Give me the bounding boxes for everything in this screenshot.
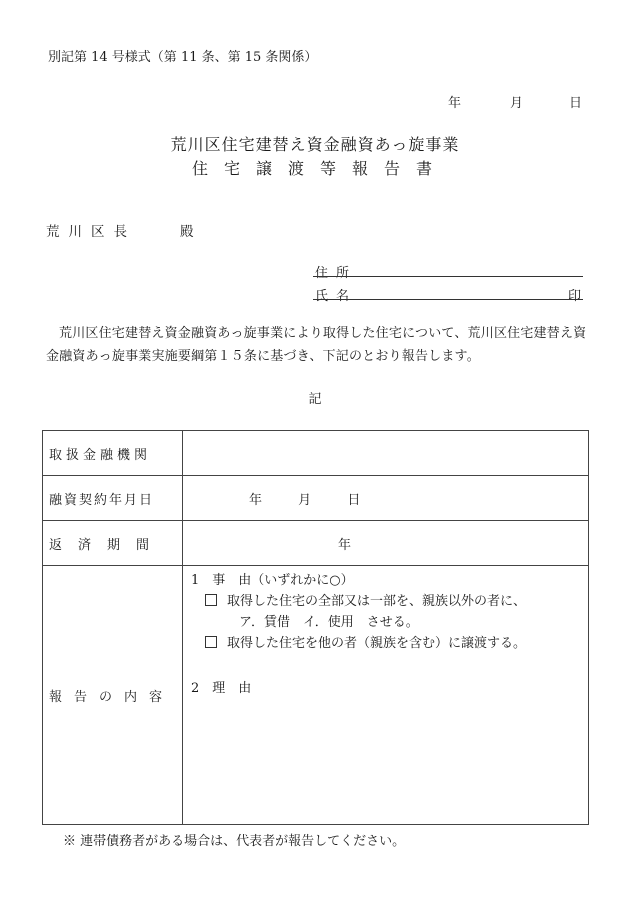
table-row	[43, 566, 589, 825]
name-label: 氏名	[315, 289, 358, 304]
document-title: 荒川区住宅建替え資金融資あっ旋事業	[170, 135, 460, 154]
report-content-label: 報告の内容	[43, 566, 183, 825]
address-field[interactable]	[313, 276, 583, 277]
table-row	[43, 431, 589, 476]
seal-mark: 印	[568, 289, 582, 304]
reason-2-heading: 2 理 由	[191, 681, 252, 696]
option-1-sub: ア．賃借 イ．使用 させる。	[239, 615, 419, 630]
form-number: 別記第 14 号様式（第 11 条、第 15 条関係）	[48, 50, 318, 65]
table-row	[43, 521, 589, 566]
report-content-field[interactable]	[183, 566, 589, 825]
date-year-label: 年	[448, 96, 462, 111]
body-paragraph: 荒川区住宅建替え資金融資あっ旋事業により取得した住宅について、荒川区住宅建替え資金融資あっ旋事業実施要綱第１５条に基づき、下記のとおり報告します。	[46, 326, 587, 364]
checkbox-icon[interactable]	[205, 636, 217, 648]
name-field[interactable]	[313, 299, 583, 300]
repayment-period-field[interactable]	[183, 521, 589, 566]
financial-institution-label: 取扱金融機関	[43, 431, 183, 476]
contract-month-label: 月	[298, 492, 312, 508]
table-row	[43, 476, 589, 521]
addressee: 荒川区長	[46, 224, 136, 240]
address-label: 住所	[315, 266, 358, 281]
date-day-label: 日	[569, 96, 583, 111]
repayment-period-label: 返済期間	[43, 521, 183, 566]
addressee-honorific: 殿	[180, 224, 194, 240]
loan-contract-date-field[interactable]	[183, 476, 589, 521]
checkbox-icon[interactable]	[205, 594, 217, 606]
document-subtitle: 住宅譲渡等報告書	[191, 159, 448, 178]
repayment-year-label: 年	[338, 537, 352, 553]
option-1-text: 取得した住宅の全部又は一部を、親族以外の者に、	[227, 594, 527, 609]
financial-institution-field[interactable]	[183, 431, 589, 476]
loan-contract-date-label: 融資契約年月日	[43, 476, 183, 521]
footnote: ※ 連帯債務者がある場合は、代表者が報告してください。	[63, 834, 406, 849]
option-2-text: 取得した住宅を他の者（親族を含む）に譲渡する。	[227, 636, 527, 651]
option-1[interactable]	[191, 591, 588, 612]
report-table	[42, 430, 589, 825]
ki-heading: 記	[308, 392, 322, 407]
option-2[interactable]	[191, 633, 588, 654]
contract-day-label: 日	[347, 492, 361, 508]
contract-year-label: 年	[249, 492, 263, 508]
reason-heading: 1 事 由（いずれかに○）	[191, 573, 354, 588]
date-month-label: 月	[510, 96, 524, 111]
